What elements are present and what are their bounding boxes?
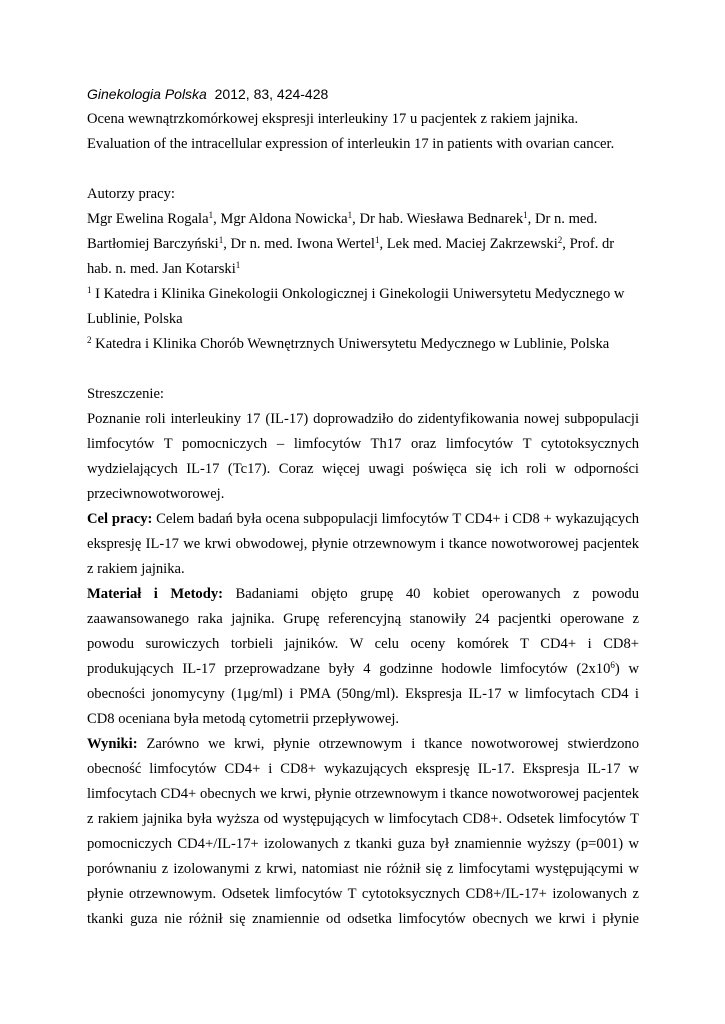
authors-line-1 <box>87 207 639 232</box>
author-affiliation: 2 <box>557 235 563 245</box>
author-affiliation: 1 <box>347 210 353 220</box>
paragraph-line: limfocytów T pomocniczych – limfocytów Th17 oraz limfocytów T cytotoksycznych <box>87 436 639 452</box>
author-affiliation: 1 <box>523 210 528 220</box>
author-affiliation: 1 <box>235 260 241 270</box>
paragraph-line: Poznanie roli interleukiny 17 (IL-17) doprowadziło do zidentyfikowania nowej subpopulacji <box>87 411 639 427</box>
authors-heading: Autorzy pracy: <box>87 186 175 202</box>
exponent: 6 <box>610 660 615 670</box>
affiliation-2 <box>87 332 639 357</box>
aim-line <box>87 507 639 532</box>
abstract-heading: Streszczenie: <box>87 386 164 402</box>
paragraph-line: z rakiem jajnika była wyższa od występujących w limfocytach CD8+. Odsetek limfocytów T <box>87 811 639 827</box>
affiliation-text: I Katedra i Klinika Ginekologii Onkologicznej i Ginekologii Uniwersytetu Medycznego w <box>91 286 625 302</box>
author-name: hab. n. med. Jan Kotarski <box>87 261 236 277</box>
methods-text: ) w <box>614 661 639 677</box>
paragraph-line: porównaniu z izolowanymi z krwi, natomiast nie różnił się z limfocytami występującymi w <box>87 861 639 877</box>
journal-citation <box>87 82 639 107</box>
methods-text: produkujących IL-17 przeprowadzane były 4 godzinne hodowle limfocytów (2x10 <box>87 661 611 677</box>
affiliation-1 <box>87 282 639 307</box>
affiliation-number: 2 <box>87 335 92 345</box>
citation: 2012, 83, 424-428 <box>214 86 329 102</box>
author-name: Dr n. med. Iwona Wertel <box>230 236 375 252</box>
author-separator: , <box>223 236 231 252</box>
paragraph-line: tkanki guza nie różnił się znamiennie od odsetka limfocytów obecnych we krwi i płynie <box>87 911 639 927</box>
author-name: Lek med. Maciej Zakrzewski <box>386 236 558 252</box>
author-affiliation: 1 <box>208 210 214 220</box>
paragraph-line: pomocniczych CD4+/IL-17+ izolowanych z tkanki guza był znamiennie wyższy (p=001) w <box>87 836 639 852</box>
paragraph-line: obecność limfocytów CD4+ i CD8+ wykazujących ekspresję IL-17. Ekspresja IL-17 w <box>87 761 639 777</box>
paragraph-line: zaawansowanego raka jajnika. Grupę referencyjną stanowiły 24 pacjentki operowane z <box>87 611 639 627</box>
paragraph-line: obecności jonomycyny (1μg/ml) i PMA (50ng/ml). Ekspresja IL-17 w limfocytach CD4 i <box>87 686 639 702</box>
paragraph-line: ekspresję IL-17 we krwi obwodowej, płynie otrzewnowym i tkance nowotworowej pacjentek <box>87 536 639 552</box>
author-separator: , Dr n. med. <box>527 211 598 227</box>
affiliation-number: 1 <box>87 285 92 295</box>
journal-name: Ginekologia Polska <box>87 86 207 102</box>
results-label: Wyniki: <box>87 736 138 752</box>
author-separator: , <box>379 236 387 252</box>
methods-line <box>87 582 639 607</box>
affiliation-text: Katedra i Klinika Chorób Wewnętrznych Uniwersytetu Medycznego w Lublinie, Polska <box>91 336 610 352</box>
author-affiliation: 1 <box>374 235 380 245</box>
affiliation-1-cont: Lublinie, Polska <box>87 311 183 327</box>
paragraph-line <box>87 657 639 682</box>
author-name: Dr hab. Wiesława Bednarek <box>359 211 524 227</box>
paragraph-line: płynie otrzewnowym. Odsetek limfocytów T cytotoksycznych CD8+/IL-17+ izolowanych z <box>87 886 639 902</box>
author-separator: , <box>352 211 360 227</box>
aim-text: Celem badań była ocena subpopulacji limfocytów T CD4+ i CD8 + wykazujących <box>152 511 640 527</box>
authors-line-3 <box>87 257 639 282</box>
author-name: Mgr Ewelina Rogala <box>87 211 209 227</box>
paragraph-line: przeciwnowotworowej. <box>87 486 225 502</box>
methods-text: Badaniami objęto grupę 40 kobiet operowanych z powodu <box>223 586 639 602</box>
author-name: Bartłomiej Barczyński <box>87 236 219 252</box>
abstract-section <box>87 382 639 932</box>
results-text: Zarówno we krwi, płynie otrzewnowym i tkance nowotworowej stwierdzono <box>137 736 639 752</box>
results-line <box>87 732 639 757</box>
paragraph-line: z rakiem jajnika. <box>87 561 185 577</box>
author-affiliation: 1 <box>218 235 224 245</box>
author-separator: , Prof. dr <box>562 236 615 252</box>
paragraph-line: limfocytach CD4+ obecnych we krwi, płynie otrzewnowym i tkance nowotworowej pacjentek <box>87 786 639 802</box>
authors-section <box>87 182 639 357</box>
title-english: Evaluation of the intracellular expression of interleukin 17 in patients with ovarian cancer. <box>87 136 615 152</box>
author-name: Mgr Aldona Nowicka <box>220 211 348 227</box>
paragraph-line: powodu surowiczych torbieli jajników. W celu oceny komórek T CD4+ i CD8+ <box>87 636 639 652</box>
title-polish: Ocena wewnątrzkomórkowej ekspresji interleukiny 17 u pacjentek z rakiem jajnika. <box>87 111 579 127</box>
paragraph-line: CD8 oceniana była metodą cytometrii przepływowej. <box>87 711 400 727</box>
authors-line-2 <box>87 232 639 257</box>
methods-label: Materiał i Metody: <box>87 586 223 602</box>
aim-label: Cel pracy: <box>87 511 153 527</box>
author-separator: , <box>213 211 221 227</box>
paragraph-line: wydzielających IL-17 (Tc17). Coraz więcej uwagi poświęca się ich roli w odporności <box>87 461 639 477</box>
header <box>87 82 639 157</box>
